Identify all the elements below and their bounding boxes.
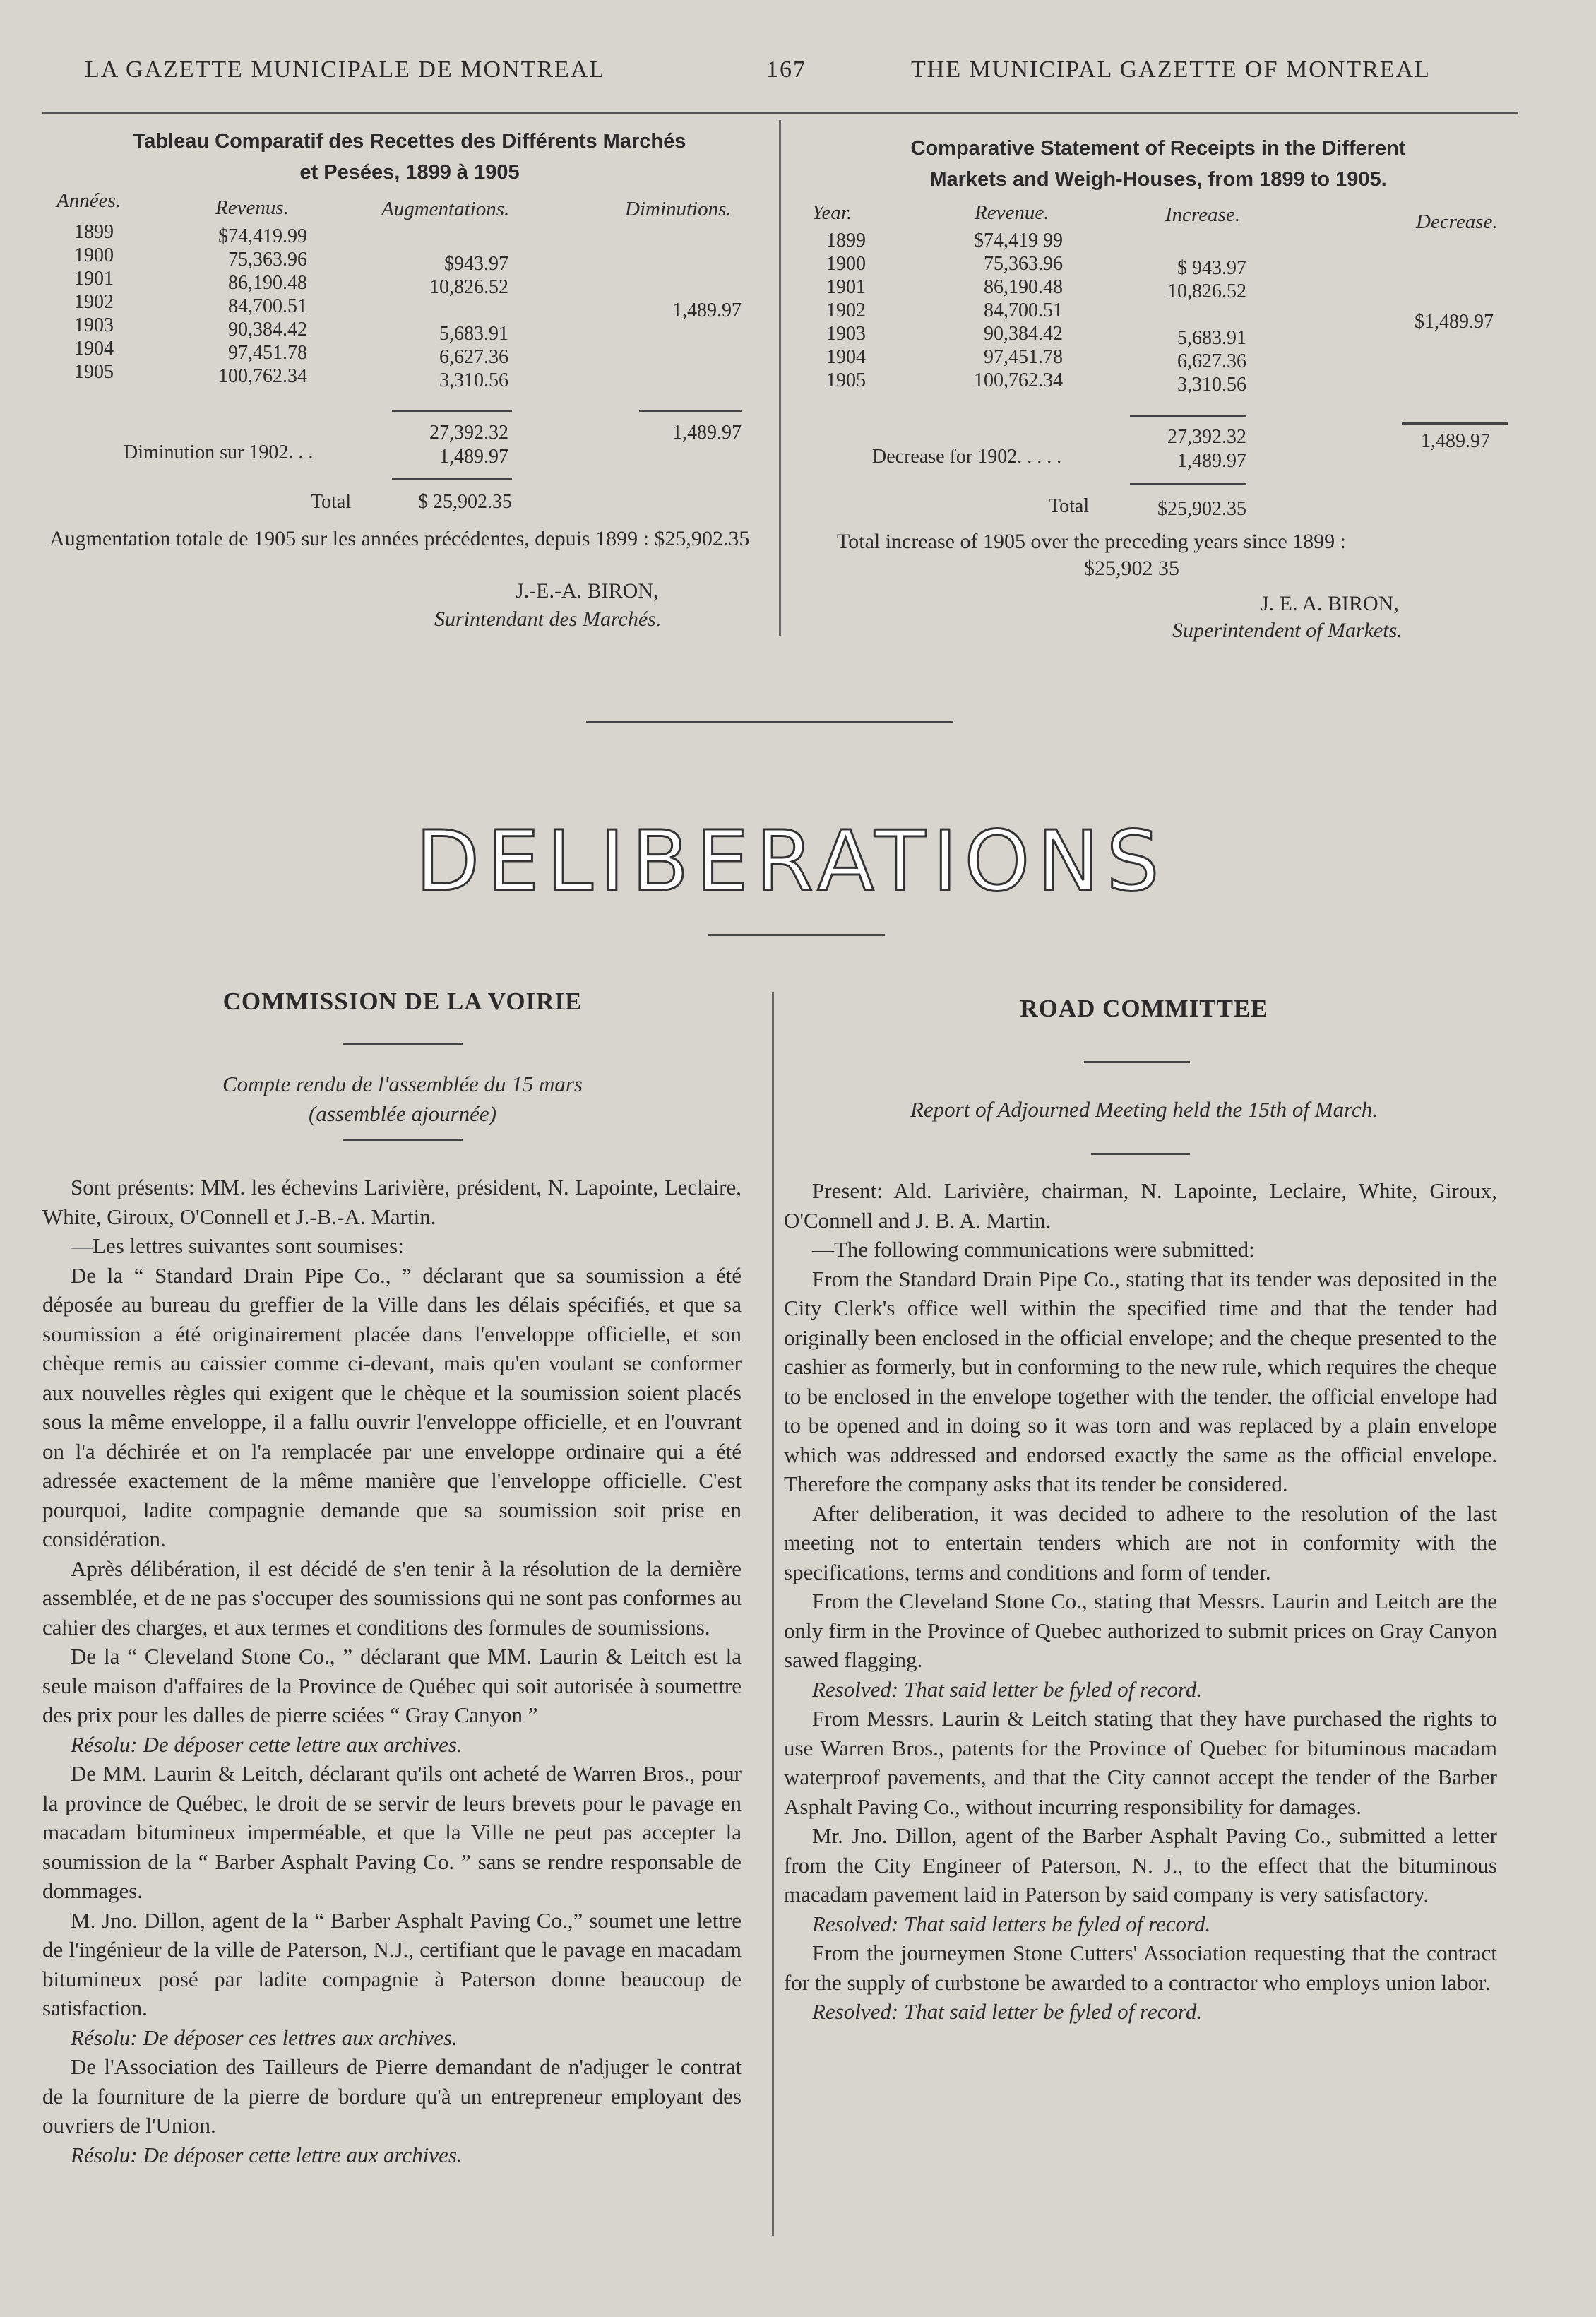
en-revenue: $74,419 99 <box>974 230 1063 251</box>
fr-paragraph: Sont présents: MM. les échevins Larivière, président, N. Lapointe, Leclaire, White, Giroux, O'Connell et J.-B.-A. Martin. <box>42 1175 742 1229</box>
en-decrease: $1,489.97 <box>1415 311 1494 333</box>
en-increase <box>1130 233 1246 256</box>
en-table-note-line2: $25,902 35 <box>1084 557 1179 580</box>
en-table-title-line1: Comparative Statement of Receipts in the Different <box>910 137 1406 160</box>
fr-subtitle-rule <box>343 1139 463 1141</box>
en-table-note-line1: Total increase of 1905 over the preceding years since 1899 : <box>837 530 1346 553</box>
en-total-label: Total <box>1049 495 1090 517</box>
en-resolution: Resolved: That said letter be fyled of record. <box>812 1676 1203 1702</box>
en-year: 1900 <box>826 253 866 275</box>
en-revenue: 86,190.48 <box>984 276 1063 298</box>
en-paragraph: Present: Ald. Larivière, chairman, N. Lapointe, Leclaire, White, Giroux, O'Connell and J. B. A. Martin. <box>784 1178 1497 1233</box>
fr-decrease <box>621 345 742 369</box>
fr-sum-rule <box>392 410 512 412</box>
en-years-column <box>826 229 866 392</box>
en-paragraph: From Messrs. Laurin & Leitch stating that they have purchased the rights to use Warren Bros., patents for the Province of Quebec for bituminous macadam waterproof pavements, and that the City cannot accept the tender of the Barber Asphalt Paving Co., without incurring responsibility for damages. <box>784 1706 1497 1819</box>
section-rule-lower <box>708 934 885 936</box>
en-year: 1905 <box>826 369 866 391</box>
en-section-title: ROAD COMMITTEE <box>1020 995 1268 1022</box>
en-paragraph: After deliberation, it was decided to adhere to the resolution of the last meeting not to entertain tenders which are not in conformity with the specifications, terms and conditions and form of tender. <box>784 1500 1497 1584</box>
fr-year: 1904 <box>74 338 114 360</box>
fr-subtitle-line2: (assemblée ajournée) <box>309 1101 496 1126</box>
table-column-divider <box>779 120 781 636</box>
en-table-title <box>805 133 1511 195</box>
fr-paragraph: De la “ Standard Drain Pipe Co., ” déclarant que sa soumission a été déposée au bureau du greffier de la Ville dans les délais spécifiés, et que sa soumission a été originairement placée dans l'enveloppe officielle, et son chèque remis au caissier comme ci-devant, mais qu'en voulant se conformer aux nouvelles règles qui exigent que le chèque et la soumission soient placés sous la même enveloppe, il a fallu ouvrir l'enveloppe officielle, et en l'ouvrant on l'a déchirée et on l'a remplacée par une enveloppe ordinaire qui a été adressée exactement de la même manière que l'enveloppe officielle. C'est pourquoi, ladite compagnie demande que sa soumission soit prise en considération. <box>42 1262 742 1551</box>
fr-revenue: 97,451.78 <box>228 342 307 364</box>
en-increase: $ 943.97 <box>1177 257 1246 279</box>
fr-header-increase: Augmentations. <box>381 198 510 220</box>
en-revenue-column <box>943 229 1063 392</box>
en-revenue: 90,384.42 <box>984 323 1063 345</box>
fr-increase: $943.97 <box>444 253 508 275</box>
en-decrease-label: Decrease for 1902. . . . . <box>872 446 1062 468</box>
en-decrease <box>1370 240 1494 263</box>
en-decrease <box>1370 263 1494 287</box>
en-revenue: 100,762.34 <box>974 369 1063 391</box>
header-right: THE MUNICIPAL GAZETTE OF MONTREAL <box>911 57 1431 83</box>
en-decrease <box>1370 380 1494 403</box>
fr-total-value: $ 25,902.35 <box>418 491 512 513</box>
fr-header-year: Années. <box>56 189 121 212</box>
fr-increase <box>395 299 508 322</box>
en-paragraph: From the Standard Drain Pipe Co., stating that its tender was deposited in the City Clerk's office well within the specified time and that the tender had originally been enclosed in the official envelope; and the cheque presented to the cashier as formerly, but in conforming to the new rule, which requires the cheque to be enclosed in the envelope together with the tender, the official envelope had to be opened and in doing so it was torn and was replaced by a plain envelope which was addressed and endorsed exactly the same as the official envelope. Therefore the company asks that its tender be considered. <box>784 1266 1497 1496</box>
en-increase-column <box>1130 233 1246 396</box>
en-paragraph: —The following communications were submitted: <box>812 1237 1255 1262</box>
en-sum-rule-decrease <box>1402 422 1508 425</box>
en-year: 1901 <box>826 276 866 298</box>
en-revenue: 75,363.96 <box>984 253 1063 275</box>
fr-decrease <box>621 252 742 275</box>
en-sum-rule <box>1130 415 1246 417</box>
en-sum-decrease: 1,489.97 <box>1421 430 1490 452</box>
fr-table-note: Augmentation totale de 1905 sur les années précédentes, depuis 1899 : $25,902.35 <box>49 527 750 550</box>
fr-resolution: Résolu: De déposer ces lettres aux archives. <box>71 2025 458 2050</box>
fr-decrease-column <box>621 229 742 392</box>
body-column-divider <box>772 992 774 2236</box>
en-body <box>784 1176 1497 2027</box>
fr-revenue: 75,363.96 <box>228 249 307 271</box>
en-paragraph: Mr. Jno. Dillon, agent of the Barber Asphalt Paving Co., submitted a letter from the City Engineer of Paterson, N. J., to the effect that the bituminous macadam pavement laid in Paterson by said company is very satisfactory. <box>784 1823 1497 1907</box>
en-increase: 5,683.91 <box>1177 327 1246 349</box>
fr-subtitle-line1: Compte rendu de l'assemblée du 15 mars <box>222 1072 583 1096</box>
page-number: 167 <box>766 57 806 83</box>
fr-sum-decrease: 1,489.97 <box>672 422 742 444</box>
en-year: 1904 <box>826 346 866 368</box>
fr-resolution: Résolu: De déposer cette lettre aux archives. <box>71 1731 463 1757</box>
fr-increase-column <box>395 229 508 392</box>
fr-increase: 10,826.52 <box>429 276 508 298</box>
en-subtitle-rule <box>1091 1153 1190 1155</box>
fr-signature-name: J.-E.-A. BIRON, <box>516 579 659 603</box>
en-subtitle: Report of Adjourned Meeting held the 15th of March. <box>910 1097 1378 1122</box>
fr-year: 1903 <box>74 314 114 336</box>
fr-title-rule <box>343 1043 463 1045</box>
en-total-value: $25,902.35 <box>1157 498 1246 520</box>
en-header-increase: Increase. <box>1165 203 1241 226</box>
fr-revenue: 100,762.34 <box>218 365 307 387</box>
fr-section-title: COMMISSION DE LA VOIRIE <box>222 988 583 1015</box>
en-resolution: Resolved: That said letters be fyled of record. <box>812 1911 1211 1936</box>
fr-decrease <box>621 275 742 299</box>
fr-increase: 6,627.36 <box>439 346 508 368</box>
fr-year: 1900 <box>74 244 114 266</box>
fr-paragraph: —Les lettres suivantes sont soumises: <box>71 1233 404 1258</box>
en-total-rule <box>1130 483 1246 485</box>
en-increase: 10,826.52 <box>1167 280 1246 302</box>
en-revenue: 97,451.78 <box>984 346 1063 368</box>
fr-increase <box>395 229 508 252</box>
fr-years-column <box>74 220 114 384</box>
fr-subtitle <box>49 1069 756 1129</box>
fr-signature-title: Surintendant des Marchés. <box>434 608 662 631</box>
en-decrease-value: 1,489.97 <box>1177 450 1246 472</box>
fr-paragraph: De MM. Laurin & Leitch, déclarant qu'ils ont acheté de Warren Bros., pour la province de Québec, le droit de se servir de leurs brevets pour le pavage en macadam bitumineux imperméable, et que la Ville ne peut pas accepter la soumission de la “ Barber Asphalt Paving Co. ” sans se rendre responsable de dommages. <box>42 1761 742 1903</box>
fr-decrease <box>621 369 742 392</box>
fr-decrease: 1,489.97 <box>672 300 742 321</box>
fr-increase: 5,683.91 <box>439 323 508 345</box>
en-paragraph: From the Cleveland Stone Co., stating that Messrs. Laurin and Leitch are the only firm in the Province of Quebec authorized to submit prices on Gray Canyon sawed flagging. <box>784 1589 1497 1672</box>
fr-year: 1899 <box>74 221 114 243</box>
header-rule <box>42 112 1518 114</box>
en-header-decrease: Decrease. <box>1416 211 1498 233</box>
fr-decrease <box>621 229 742 252</box>
en-decrease <box>1370 357 1494 380</box>
en-year: 1903 <box>826 323 866 345</box>
en-paragraph: From the journeymen Stone Cutters' Association requesting that the contract for the supply of curbstone be awarded to a contractor who employs union labor. <box>784 1940 1497 1995</box>
fr-sum-rule-decrease <box>639 410 742 412</box>
en-decrease <box>1370 287 1494 310</box>
en-increase: 6,627.36 <box>1177 350 1246 372</box>
en-decrease <box>1370 333 1494 357</box>
fr-resolution: Résolu: De déposer cette lettre aux archives. <box>71 2142 463 2167</box>
fr-paragraph: M. Jno. Dillon, agent de la “ Barber Asphalt Paving Co.,” soumet une lettre de l'ingénieur de la ville de Paterson, N.J., certifiant que le pavage en macadam bitumineux posé par ladite compagnie à Paterson donne beaucoup de satisfaction. <box>42 1907 742 2020</box>
en-year: 1902 <box>826 300 866 321</box>
en-decrease-column <box>1370 240 1494 403</box>
fr-year: 1901 <box>74 268 114 290</box>
fr-table-title-line2: et Pesées, 1899 à 1905 <box>299 161 520 184</box>
fr-revenue: 84,700.51 <box>228 295 307 317</box>
fr-diminution-value: 1,489.97 <box>439 446 508 468</box>
fr-decrease <box>621 322 742 345</box>
fr-revenue: 90,384.42 <box>228 319 307 340</box>
fr-revenue: $74,419.99 <box>218 225 307 247</box>
fr-header-revenue: Revenus. <box>215 196 289 219</box>
en-title-rule <box>1084 1061 1190 1063</box>
en-revenue: 84,700.51 <box>984 300 1063 321</box>
fr-revenue: 86,190.48 <box>228 272 307 294</box>
fr-year: 1905 <box>74 361 114 383</box>
fr-header-decrease: Diminutions. <box>625 198 732 220</box>
en-increase: 3,310.56 <box>1177 374 1246 396</box>
en-table-title-line2: Markets and Weigh-Houses, from 1899 to 1905. <box>929 168 1387 191</box>
en-increase <box>1130 303 1246 326</box>
fr-body <box>42 1173 742 2169</box>
en-header-year: Year. <box>812 201 852 224</box>
fr-total-rule <box>392 478 512 480</box>
section-rule-upper <box>586 721 953 723</box>
fr-total-label: Total <box>311 491 352 513</box>
header-left: LA GAZETTE MUNICIPALE DE MONTREAL <box>85 57 606 83</box>
fr-diminution-label: Diminution sur 1902. . . <box>124 442 314 463</box>
en-year: 1899 <box>826 230 866 251</box>
fr-paragraph: De la “ Cleveland Stone Co., ” déclarant que MM. Laurin & Leitch est la seule maison d'affaires de la Province de Québec qui soit autorisée à soumettre des prix pour les dalles de pierre sciées “ Gray Canyon ” <box>42 1644 742 1727</box>
fr-paragraph: Après délibération, il est décidé de s'en tenir à la résolution de la dernière assemblée, et de ne pas s'occuper des soumissions qui ne sont pas conformes au cahier des charges, et aux termes et conditions des formules de soumissions. <box>42 1555 742 1640</box>
fr-table-title <box>56 126 763 188</box>
fr-year: 1902 <box>74 291 114 313</box>
deliberations-title: DELIBERATIONS <box>415 812 1167 910</box>
en-sum-increase: 27,392.32 <box>1167 426 1246 448</box>
en-signature-title: Superintendent of Markets. <box>1172 619 1403 642</box>
fr-increase: 3,310.56 <box>439 369 508 391</box>
fr-revenue-column <box>194 225 307 388</box>
en-resolution: Resolved: That said letter be fyled of record. <box>812 1999 1203 2024</box>
fr-sum-increase: 27,392.32 <box>429 422 508 444</box>
en-header-revenue: Revenue. <box>975 201 1049 224</box>
fr-paragraph: De l'Association des Tailleurs de Pierre demandant de n'adjuger le contrat de la fourniture de la pierre de bordure qu'à un entrepreneur employant des ouvriers de l'Union. <box>42 2054 742 2138</box>
fr-table-title-line1: Tableau Comparatif des Recettes des Différents Marchés <box>133 130 686 153</box>
en-signature-name: J. E. A. BIRON, <box>1261 592 1399 615</box>
